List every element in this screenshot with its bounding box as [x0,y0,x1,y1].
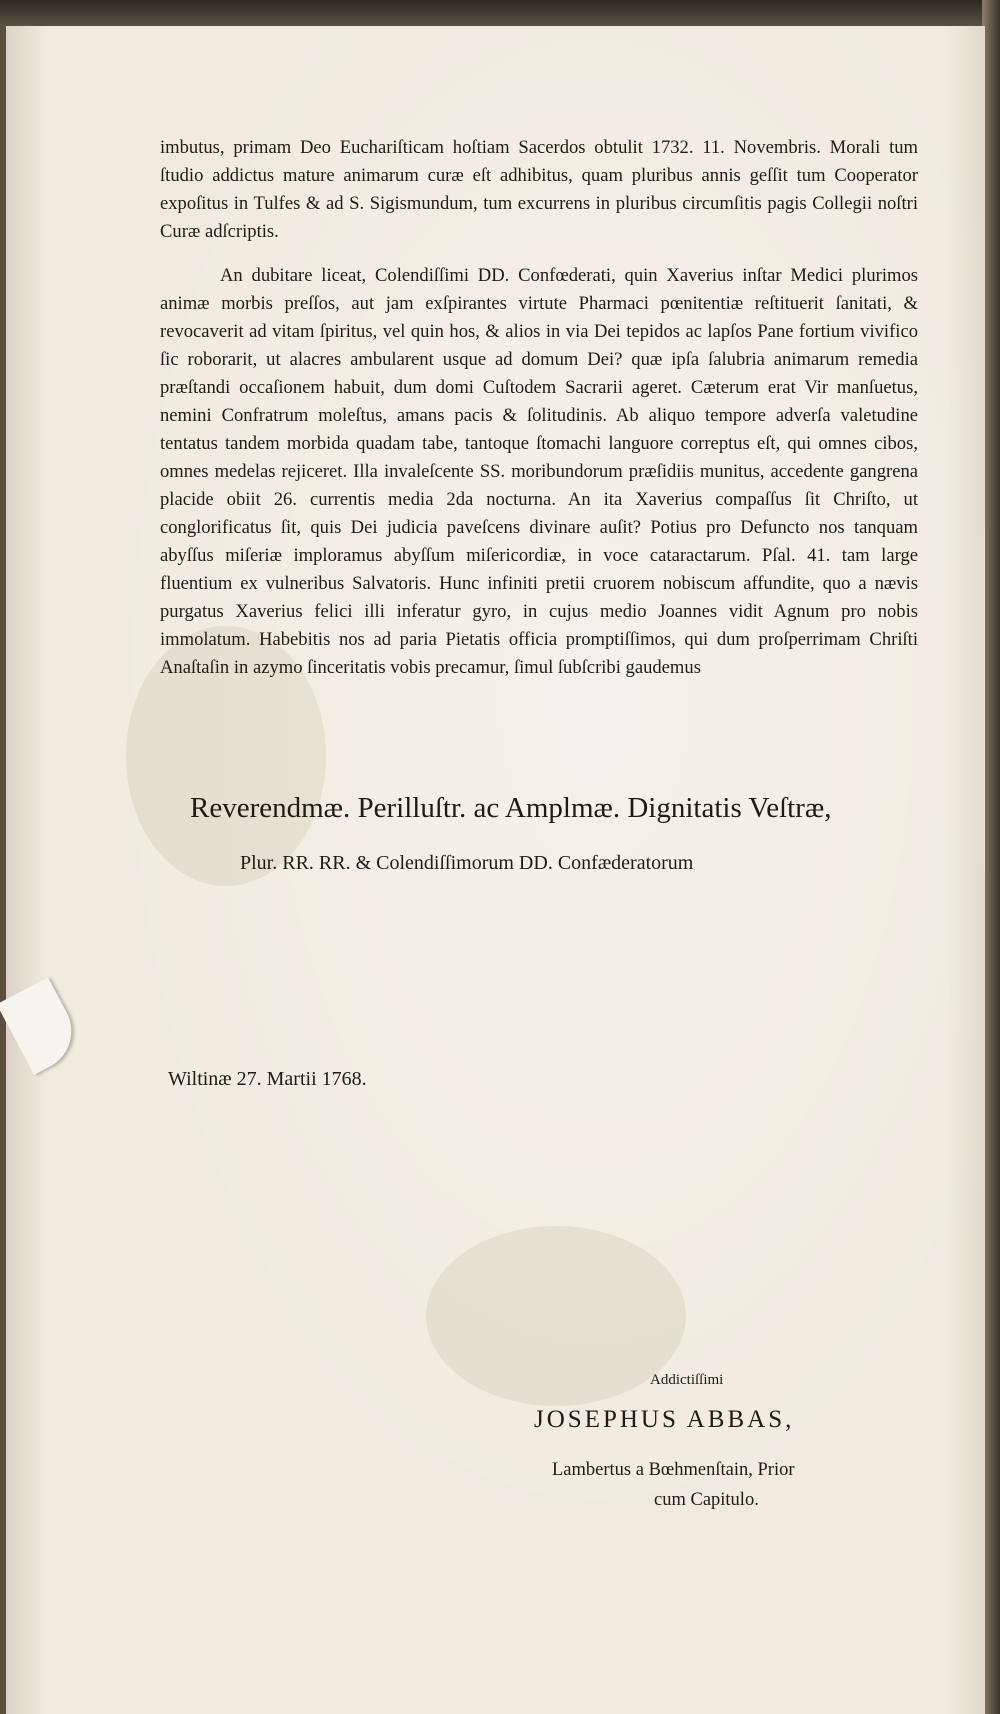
signatory-prior: Lambertus a Bœhmenſtain, Prior [552,1460,795,1480]
closing-word: Addictiſſimi [650,1372,724,1388]
body-paragraph-1: imbutus, primam Deo Euchariſticam hoſtiam Sacerdos obtulit 1732. 11. Novembris. Morali tum ſtudio addictus mature animarum curæ eſt adhibitus, quam pluribus annis geſſit tum Cooperator expoſitus in Tulfes & ad S. Sigismundum, tum excurrens in pluribus circumſitis pagis Collegii noſtri Curæ adſcriptis. [160,137,918,242]
folded-corner [0,977,85,1075]
body-paragraph-2: An dubitare liceat, Colendiſſimi DD. Confœderati, quin Xaverius inſtar Medici plurimos animæ morbis preſſos, aut jam exſpirantes virtute Pharmaci pœnitentiæ reſtituerit ſanitati, & revocaverit ad vitam ſpiritus, vel quin hos, & alios in via Dei tepidos ac lapſos Pane fortium vivifico ſic roborarit, ut alacres ambularent usque ad domum Dei? quæ ipſa ſalubria animarum remedia præſtandi occaſionem habuit, dum domi Cuſtodem Sacrarii ageret. Cæterum erat Vir manſuetus, nemini Confratrum moleſtus, amans pacis & ſolitudinis. Ab aliquo tempore adverſa valetudine tentatus tandem morbida quadam tabe, tantoque ſtomachi languore correptus eſt, qui omnes cibos, omnes medelas rejiceret. Illa invaleſcente SS. moribundorum præſidiis munitus, accedente gangrena placide obiit 26. currentis media 2da nocturna. An ita Xaverius compaſſus ſit Chriſto, ut conglorificatus ſit, quis Dei judicia paveſcens divinare auſit? Potius pro Defuncto nos tanquam abyſſus miſeriæ imploramus abyſſum miſericordiæ, in voce cataractarum. Pſal. 41. tam large fluentium ex vulneribus Salvatoris. Hunc infiniti pretii cruorem nobiscum affundite, quo a nævis purgatus Xaverius felici illi inferatur gyro, in cujus medio Joannes vidit Agnum pro nobis immolatum. Habebitis nos ad paria Pietatis officia promptiſſimos, qui dum proſperrimam Chriſti Anaſtaſin in azymo ſinceritatis vobis precamur, ſimul ſubſcribi gaudemus [160,265,918,678]
dateline: Wiltinæ 27. Martii 1768. [168,1068,367,1090]
salutation-line-1: Reverendmæ. Perilluſtr. ac Amplmæ. Dignitatis Veſtræ, [190,792,832,824]
salutation-line-2: Plur. RR. RR. & Colendiſſimorum DD. Confæderatorum [240,852,694,874]
signatory-chapter: cum Capitulo. [654,1490,759,1510]
paper-stain [426,1226,686,1406]
signatory-name: JOSEPHUS ABBAS, [534,1406,795,1433]
